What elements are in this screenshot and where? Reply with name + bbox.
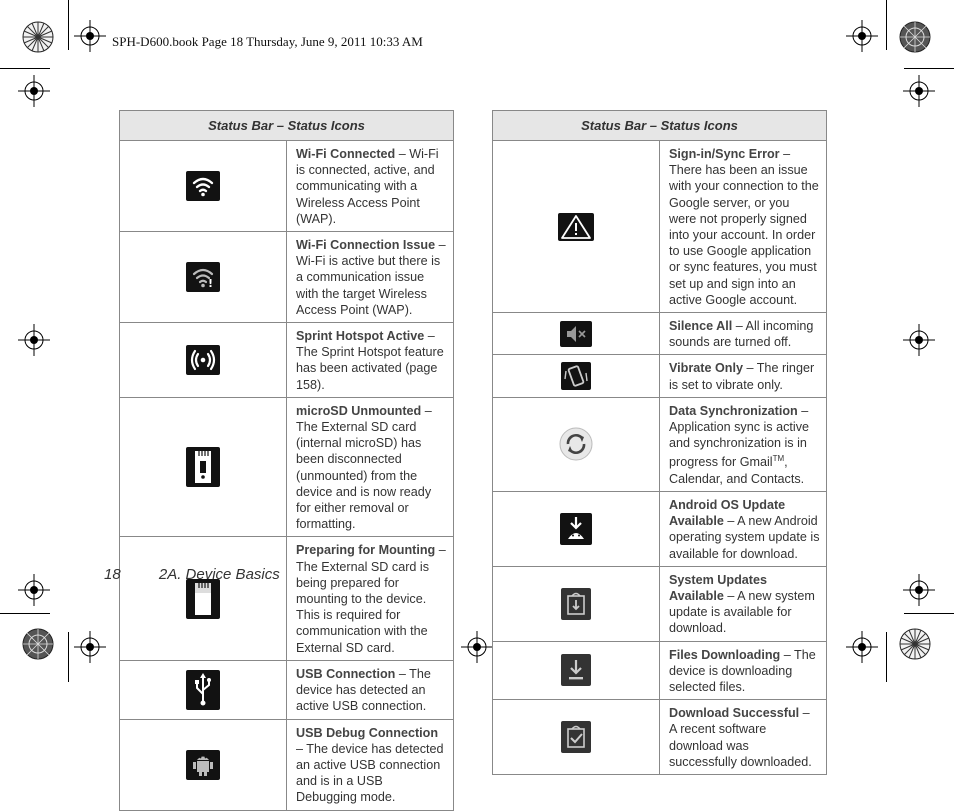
usb-debug-icon (186, 750, 220, 780)
table-row: Sprint Hotspot Active – The Sprint Hotspot feature has been activated (page 158). (120, 323, 454, 398)
wifi-icon (186, 171, 220, 201)
svg-text:!: ! (208, 277, 214, 291)
table-title: Status Bar – Status Icons (493, 111, 827, 141)
registration-mark-icon (846, 20, 878, 52)
registration-mark-icon (461, 631, 493, 663)
section-title: 2A. Device Basics (158, 566, 280, 583)
sync-icon (559, 427, 593, 461)
registration-mark-icon (903, 75, 935, 107)
sd-unmounted-icon (186, 447, 220, 487)
color-wheel-icon (22, 628, 54, 660)
usb-icon (186, 670, 220, 710)
table-row: Download Successful – A recent software download was successfully downloaded. (493, 700, 827, 775)
table-row: Sign-in/Sync Error – There has been an issue with your connection to the Google server, or you were not properly signed into your account. In order to use Google application or sync features, you must set up and sign into an active Google account. (493, 141, 827, 313)
warning-icon (558, 213, 594, 241)
page-number: 18 (104, 566, 121, 583)
vibrate-icon (561, 362, 591, 390)
page-footer (104, 566, 280, 583)
sd-preparing-icon (186, 579, 220, 619)
table-row: Vibrate Only – The ringer is set to vibrate only. (493, 355, 827, 397)
registration-mark-icon (18, 75, 50, 107)
color-wheel-icon (899, 628, 931, 660)
table-row: Data Synchronization – Application sync is active and synchronization is in progress for Gmail™, Calendar, and Contacts. (493, 397, 827, 491)
print-header: SPH-D600.book Page 18 Thursday, June 9, 2011 10:33 AM (112, 34, 423, 49)
registration-mark-icon (18, 324, 50, 356)
download-done-icon (561, 721, 591, 753)
registration-mark-icon (903, 574, 935, 606)
hotspot-icon (186, 345, 220, 375)
table-row: Wi-Fi Connected – Wi-Fi is connected, active, and communicating with a Wireless Access Point (WAP). (120, 141, 454, 232)
right-status-icons-table (492, 110, 827, 775)
silent-icon (560, 321, 592, 347)
table-title: Status Bar – Status Icons (120, 111, 454, 141)
color-wheel-icon (22, 21, 54, 53)
table-row: USB Connection – The device has detected an active USB connection. (120, 660, 454, 719)
table-row: Silence All – All incoming sounds are turned off. (493, 313, 827, 355)
table-row: Android OS Update Available – A new Android operating system update is available for download. (493, 492, 827, 567)
left-status-icons-table (119, 110, 454, 811)
table-row: Preparing for Mounting – The External SD card is being prepared for mounting to the device. This is required for communication with the External SD card. (120, 537, 454, 660)
color-wheel-icon (899, 21, 931, 53)
system-update-icon (561, 588, 591, 620)
table-row: ! Wi-Fi Connection Issue – Wi-Fi is active but there is a communication issue with the target Wireless Access Point (WAP). (120, 232, 454, 323)
registration-mark-icon (846, 631, 878, 663)
table-row: System Updates Available – A new system update is available for download. (493, 566, 827, 641)
registration-mark-icon (74, 631, 106, 663)
registration-mark-icon (903, 324, 935, 356)
registration-mark-icon (18, 574, 50, 606)
table-row: microSD Unmounted – The External SD card (internal microSD) has been disconnected (unmounted) from the device and is now ready for either removal or formatting. (120, 397, 454, 537)
table-row: USB Debug Connection – The device has detected an active USB connection and is in a USB Debugging mode. (120, 719, 454, 810)
table-row: Files Downloading – The device is downloading selected files. (493, 641, 827, 700)
wifi-issue-icon (186, 262, 220, 292)
android-update-icon (560, 513, 592, 545)
registration-mark-icon (74, 20, 106, 52)
